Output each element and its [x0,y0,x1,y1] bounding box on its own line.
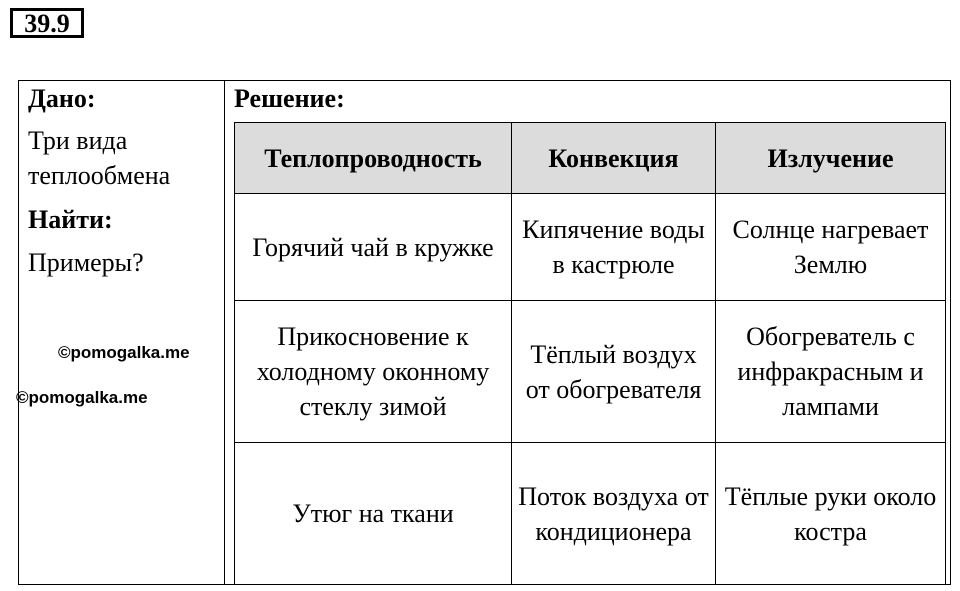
table-cell: Тёплый воздух от обогревателя [512,301,716,443]
table-cell: Кипячение воды в кастрюле [512,194,716,301]
column-divider [224,80,225,585]
watermark: ©pomogalka.me [58,343,190,362]
given-text-line2: теплообмена [28,161,171,190]
find-label: Найти: [28,205,113,234]
problem-number: 39.9 [10,8,84,38]
table-row [235,443,946,585]
solution-table [234,122,946,585]
solution-label: Решение: [234,84,345,113]
find-text: Примеры? [28,248,144,277]
table-cell: Прикосновение к холодному оконному стеклу зимой [235,301,512,443]
table-cell: Обогреватель с инфракрасным и лампами [716,301,946,443]
table-cell: Утюг на ткани [235,443,512,585]
table-header-row [235,123,946,194]
table-row [235,194,946,301]
given-label: Дано: [28,84,96,113]
watermark: ©pomogalka.me [16,388,148,407]
given-text-line1: Три вида [28,126,128,155]
table-row [235,301,946,443]
table-cell: Поток воздуха от кондиционера [512,443,716,585]
table-cell: Горячий чай в кружке [235,194,512,301]
header-radiation: Излучение [716,123,946,194]
header-convection: Конвекция [512,123,716,194]
table-cell: Тёплые руки около костра [716,443,946,585]
table-cell: Солнце нагревает Землю [716,194,946,301]
header-conduction: Теплопроводность [235,123,512,194]
